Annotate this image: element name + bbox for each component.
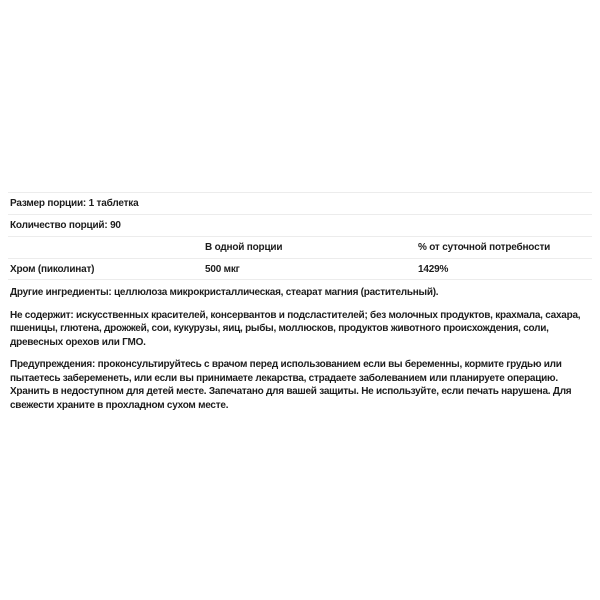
nutrient-name: Хром (пиколинат) (10, 263, 95, 275)
header-percent-daily-value: % от суточной потребности (418, 242, 551, 253)
servings-per-container-text: Количество порций: 90 (10, 220, 121, 231)
supplement-facts-table (8, 192, 592, 280)
table-header-row (8, 236, 592, 258)
other-ingredients-text: Другие ингредиенты: целлюлоза микрокристаллическая, стеарат магния (растительный). (10, 287, 439, 298)
does-not-contain-text: Не содержит: искусственных красителей, консервантов и подсластителей; без молочных продуктов, крахмала, сахара, пшеницы, глютена, дрожжей, сои, кукурузы, яиц, рыбы, моллюсков, продуктов животного происхождения, соли, древесных орехов или ГМО. (10, 309, 581, 348)
serving-size-row (8, 192, 592, 214)
nutrient-amount: 500 мкг (205, 263, 240, 275)
servings-per-container-row (8, 214, 592, 236)
nutrient-row (8, 258, 592, 280)
header-amount-per-serving: В одной порции (205, 242, 283, 253)
serving-size-text: Размер порции: 1 таблетка (10, 198, 139, 209)
nutrient-daily-value: 1429% (418, 263, 449, 275)
ingredients-and-warnings (10, 286, 588, 421)
warnings-text: Предупреждения: проконсультируйтесь с врачом перед использованием если вы беременны, кормите грудью или пытаетесь забеременеть, или если вы принимаете лекарства, страдаете заболеванием или планируете операцию. Хранить в недоступном для детей месте. Запечатано для вашей защиты. Не используйте, если печать нарушена. Для свежести храните в прохладном сухом месте. (10, 359, 572, 411)
